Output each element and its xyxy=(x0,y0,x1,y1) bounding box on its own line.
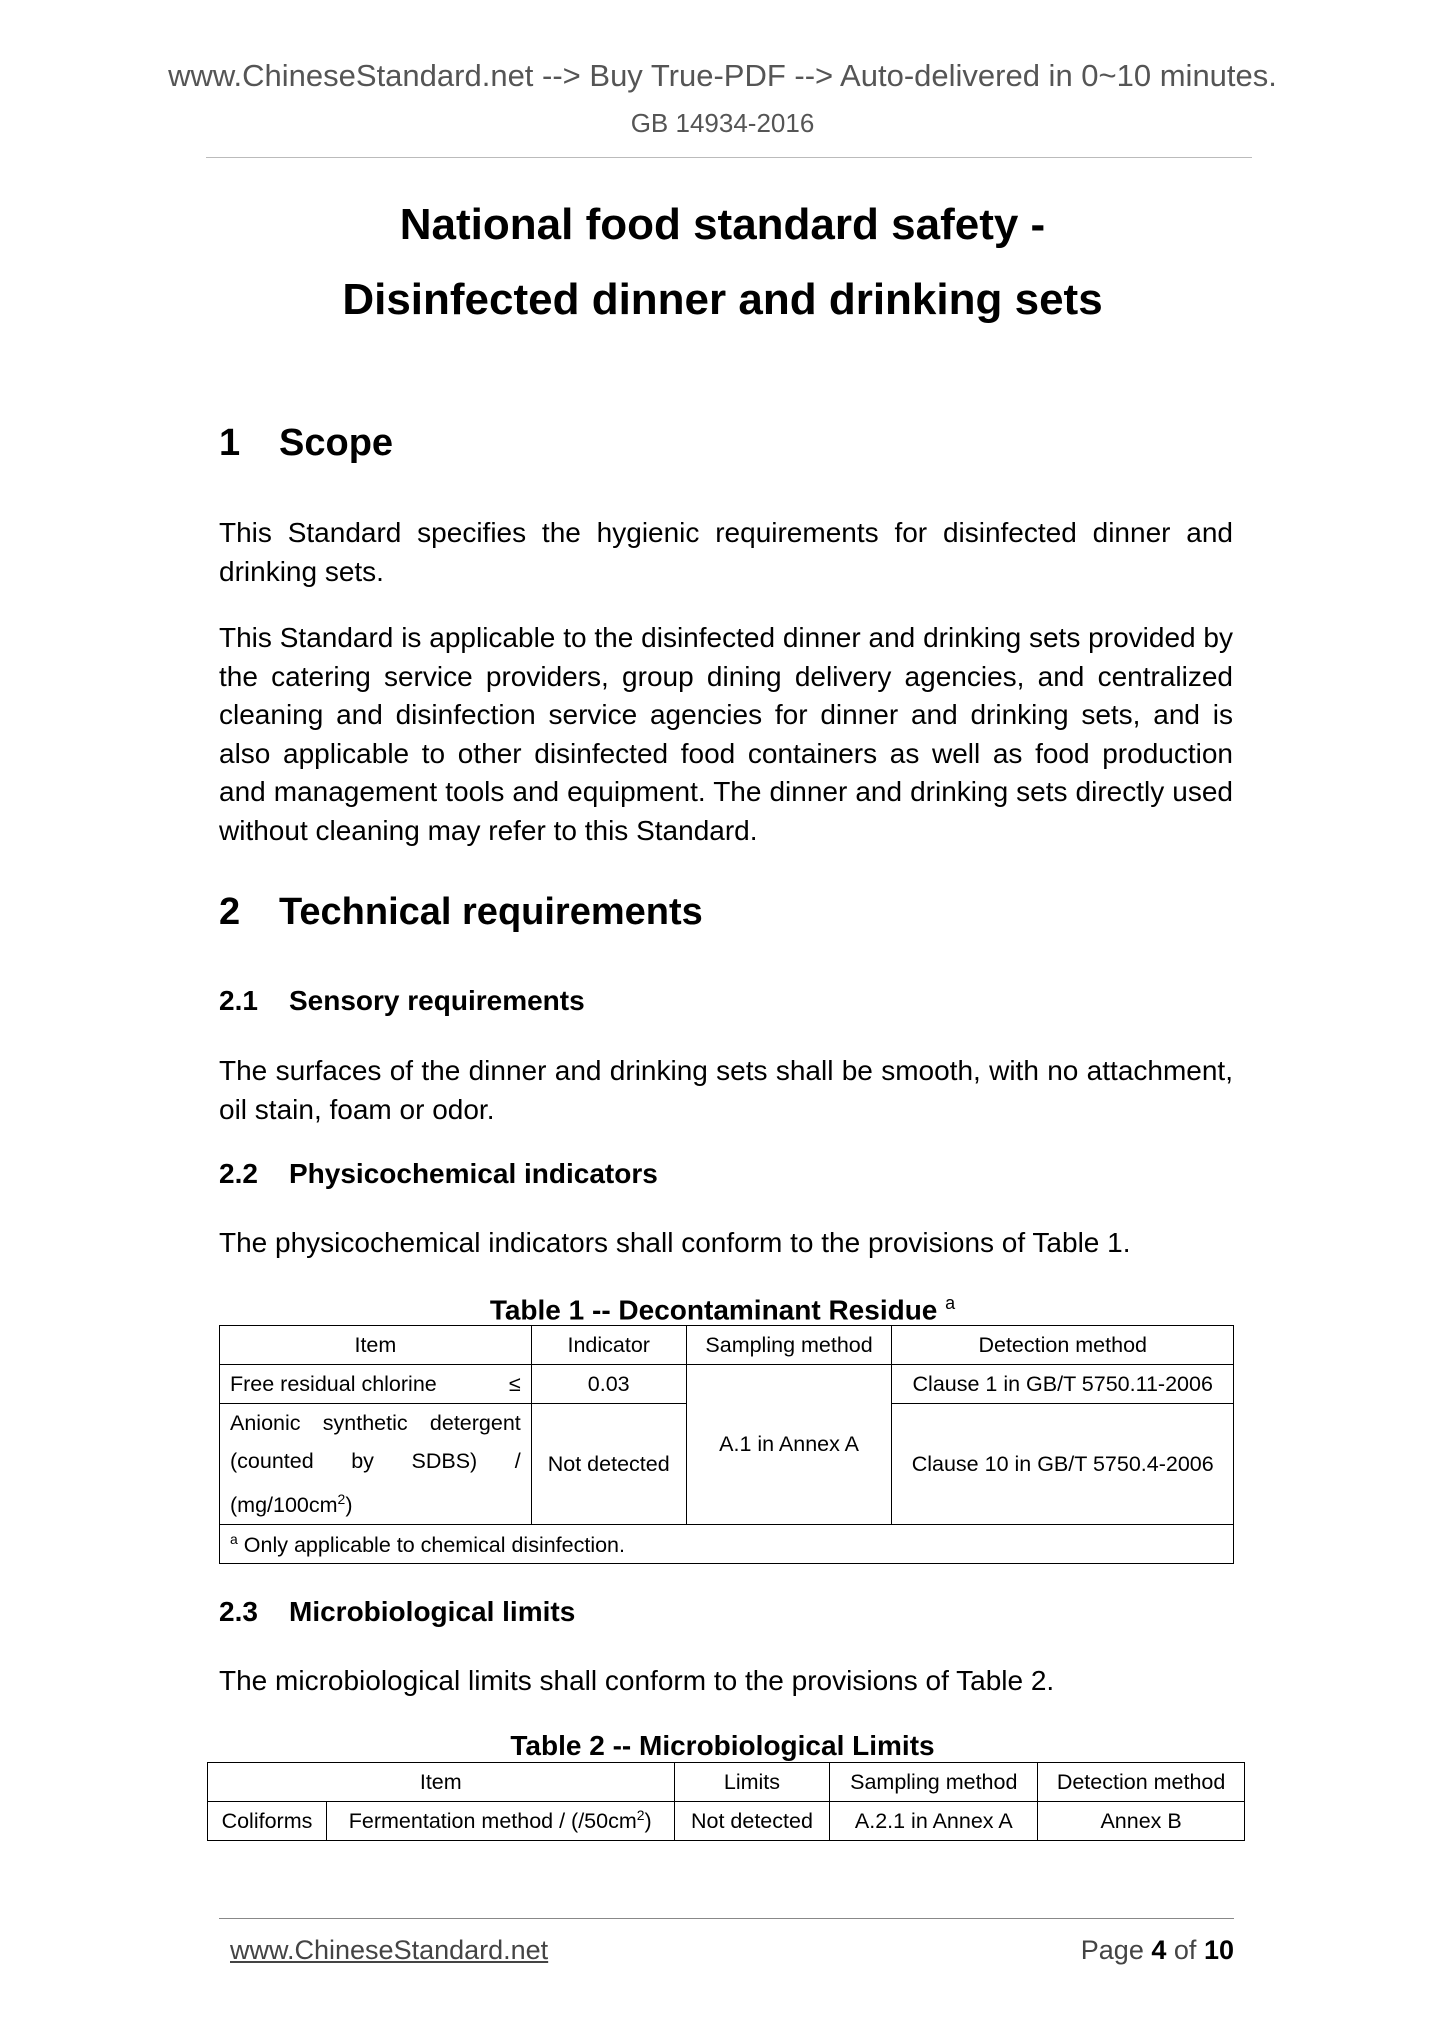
table-header-cell: Sampling method xyxy=(830,1763,1038,1802)
unit-text: (mg/100cm xyxy=(230,1493,338,1518)
table1-caption xyxy=(0,1293,1445,1326)
subsection-title: Sensory requirements xyxy=(289,985,585,1016)
detection-method-cell: Annex B xyxy=(1038,1802,1245,1841)
section-title: Scope xyxy=(279,422,394,464)
table-header-row xyxy=(220,1326,1234,1365)
table-row xyxy=(220,1365,1234,1404)
current-page: 4 xyxy=(1151,1935,1167,1965)
standard-number: GB 14934-2016 xyxy=(630,108,815,138)
page-label: Page xyxy=(1080,1935,1144,1965)
unit-exponent: 2 xyxy=(636,1807,645,1824)
table2-microbiological-limits xyxy=(207,1762,1245,1841)
table2-caption: Table 2 -- Microbiological Limits xyxy=(510,1730,935,1761)
item-line xyxy=(230,1442,521,1480)
item-word: by xyxy=(351,1449,374,1473)
table-header-cell: Detection method xyxy=(1038,1763,1245,1802)
scope-paragraph-2: This Standard is applicable to the disinfected dinner and drinking sets provided by the catering service providers, group dining delivery agencies, and centralized cleaning and disinfection service agencies for dinner and drinking sets, and is also applicable to other disinfected food containers as well as food production and management tools and equipment. The dinner and drinking sets directly used without cleaning may refer to this Standard. xyxy=(219,622,1233,846)
table-header-cell: Limits xyxy=(674,1763,830,1802)
subsection-title: Physicochemical indicators xyxy=(289,1158,658,1189)
footer-website-link[interactable]: www.ChineseStandard.net xyxy=(230,1935,549,1965)
table-header-row xyxy=(208,1763,1245,1802)
sampling-method-cell: A.1 in Annex A xyxy=(686,1365,892,1525)
method-cell xyxy=(326,1802,674,1841)
item-cell xyxy=(220,1404,532,1525)
subsection-number: 2.3 xyxy=(219,1596,258,1627)
section-title: Technical requirements xyxy=(279,891,703,933)
subsection-number: 2.2 xyxy=(219,1158,258,1189)
document-title-line1: National food standard safety - xyxy=(399,200,1046,249)
indicator-cell: Not detected xyxy=(531,1404,686,1525)
less-equal-symbol: ≤ xyxy=(508,1371,521,1396)
physicochemical-paragraph: The physicochemical indicators shall conform to the provisions of Table 1. xyxy=(219,1227,1131,1258)
table-footnote xyxy=(220,1525,1234,1564)
sampling-method-cell: A.2.1 in Annex A xyxy=(830,1802,1038,1841)
unit-text: ) xyxy=(345,1493,353,1518)
item-name: Free residual chlorine xyxy=(230,1371,437,1396)
item-line: Anionic synthetic detergent xyxy=(230,1411,521,1435)
indicator-cell: 0.03 xyxy=(531,1365,686,1404)
microbiological-paragraph: The microbiological limits shall conform to the provisions of Table 2. xyxy=(219,1665,1055,1696)
limits-cell: Not detected xyxy=(674,1802,830,1841)
page-of-label: of xyxy=(1173,1935,1197,1965)
section-number: 1 xyxy=(219,422,241,464)
item-word: / xyxy=(514,1449,521,1473)
sensory-paragraph: The surfaces of the dinner and drinking sets shall be smooth, with no attachment, oil stain, foam or odor. xyxy=(219,1055,1233,1125)
table-header-cell: Item xyxy=(208,1763,675,1802)
unit-exponent: 2 xyxy=(337,1491,346,1507)
document-title-line2: Disinfected dinner and drinking sets xyxy=(342,275,1103,324)
header-divider xyxy=(206,157,1252,158)
scope-paragraph-1: This Standard specifies the hygienic requirements for disinfected dinner and drinking sets. xyxy=(219,517,1233,587)
subsection-heading-sensory xyxy=(219,985,585,1017)
table1-caption-text: Table 1 -- Decontaminant Residue xyxy=(489,1294,938,1326)
total-pages: 10 xyxy=(1203,1935,1234,1965)
section-heading-technical xyxy=(219,891,703,934)
section-number: 2 xyxy=(219,891,241,933)
page-number xyxy=(1081,1935,1234,1966)
header-banner: www.ChineseStandard.net --> Buy True-PDF --> Auto-delivered in 0~10 minutes. xyxy=(168,58,1277,93)
item-word: SDBS) xyxy=(411,1449,478,1473)
subsection-number: 2.1 xyxy=(219,985,258,1016)
item-word: (counted xyxy=(230,1449,314,1473)
table1-decontaminant-residue xyxy=(219,1325,1234,1564)
footer-divider xyxy=(219,1918,1234,1919)
table-row xyxy=(208,1802,1245,1841)
method-text: Fermentation method / (/50cm xyxy=(348,1809,637,1834)
subsection-heading-microbiological xyxy=(219,1596,575,1628)
table-header-cell: Sampling method xyxy=(686,1326,892,1365)
footnote-mark: a xyxy=(230,1530,238,1547)
item-cell: Coliforms xyxy=(208,1802,327,1841)
detection-method-cell: Clause 10 in GB/T 5750.4-2006 xyxy=(892,1404,1234,1525)
table-footnote-row xyxy=(220,1525,1234,1564)
subsection-heading-physicochemical xyxy=(219,1158,658,1190)
item-cell xyxy=(220,1365,532,1404)
method-text: ) xyxy=(644,1809,652,1834)
subsection-title: Microbiological limits xyxy=(289,1596,576,1627)
section-heading-scope xyxy=(219,422,393,465)
table-header-cell: Item xyxy=(220,1326,532,1365)
detection-method-cell: Clause 1 in GB/T 5750.11-2006 xyxy=(892,1365,1234,1404)
table1-caption-footnote-mark: a xyxy=(945,1293,956,1313)
footnote-text: Only applicable to chemical disinfection. xyxy=(243,1532,625,1557)
table-header-cell: Indicator xyxy=(531,1326,686,1365)
table-header-cell: Detection method xyxy=(892,1326,1234,1365)
item-line xyxy=(230,1480,521,1524)
